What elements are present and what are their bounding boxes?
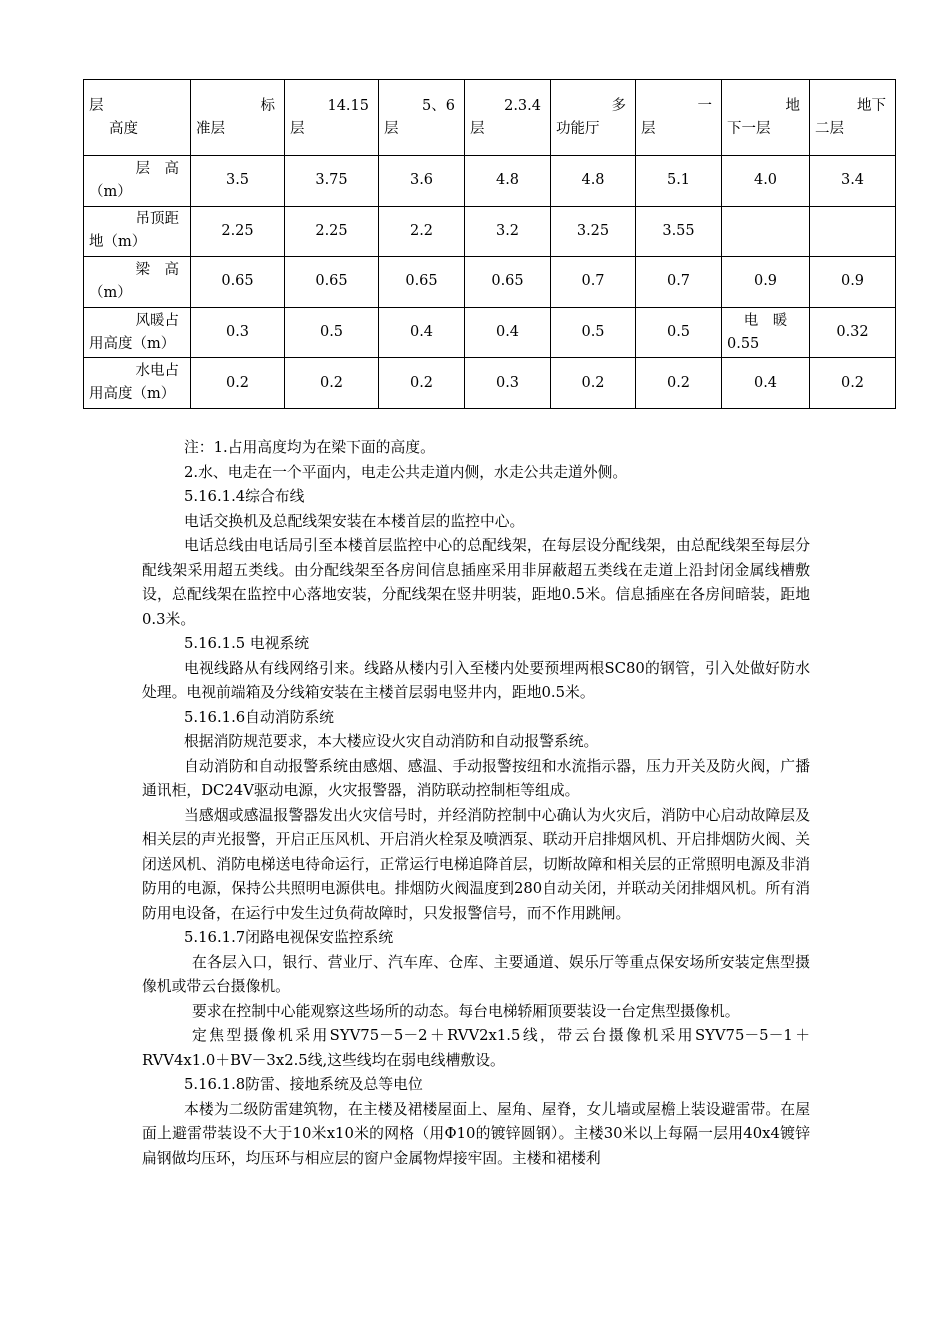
table-cell: 0.7 [636,257,722,308]
table-cell: 0.65 [465,257,551,308]
table-cell: 0.5 [285,307,379,358]
row-label: 梁 高 （m） [84,257,191,308]
column-header: 5、6 层 [379,80,465,156]
table-cell: 0.2 [379,358,465,409]
column-header: 多 功能厅 [551,80,636,156]
section-heading-5-16-1-8: 5.16.1.8防雷、接地系统及总等电位 [184,1076,423,1093]
table-cell: 2.25 [191,206,285,257]
table-cell: 3.2 [465,206,551,257]
table-cell: 0.5 [551,307,636,358]
table-cell: 0.2 [285,358,379,409]
paragraph: 定焦型摄像机采用SYV75－5－2＋RVV2x1.5线，带云台摄像机采用SYV75－5－1＋RVV4x1.0＋BV－3x2.5线,这些线均在弱电线槽敷设。 [142,1027,810,1069]
table-cell: 3.5 [191,156,285,207]
row-label: 水电占 用高度（m） [84,358,191,409]
table-cell: 3.6 [379,156,465,207]
column-header: 2.3.4 层 [465,80,551,156]
paragraph: 根据消防规范要求，本大楼应设火灾自动消防和自动报警系统。 [184,733,599,750]
row-label: 层 高 （m） [84,156,191,207]
table-cell: 0.9 [810,257,896,308]
paragraph: 要求在控制中心能观察这些场所的动态。每台电梯轿厢顶要装设一台定焦型摄像机。 [192,1002,740,1020]
table-cell-electric-heating: 电 暖 0.55 [722,307,810,358]
table-cell [810,206,896,257]
table-cell: 0.32 [810,307,896,358]
table-cell [722,206,810,257]
paragraph: 当感烟或感温报警器发出火灾信号时，并经消防控制中心确认为火灾后，消防中心启动故障层及相关层的声光报警，开启正压风机、开启消火栓泵及喷洒泵、联动开启排烟风机、开启排烟防火阀、关闭送风机、消防电梯送电待命运行，正常运行电梯追降首层，切断故障和相关层的正常照明电源及非消防用的电源，保持公共照明电源供电。排烟防火阀温度到280自动关闭，并联动关闭排烟风机。所有消防用电设备，在运行中发生过负荷故障时，只发报警信号，而不作用跳闸。 [142,806,810,922]
table-cell: 4.8 [465,156,551,207]
section-heading-5-16-1-7: 5.16.1.7闭路电视保安监控系统 [184,929,394,946]
table-cell: 0.3 [191,307,285,358]
table-header-row [84,80,896,156]
section-heading-5-16-1-5: 5.16.1.5 电视系统 [184,635,310,652]
section-heading-5-16-1-6: 5.16.1.6自动消防系统 [184,708,334,726]
paragraph: 自动消防和自动报警系统由感烟、感温、手动报警按纽和水流指示器，压力开关及防火阀，广播通讯柜，DC24V驱动电源，火灾报警器，消防联动控制柜等组成。 [142,757,810,799]
column-header: 地 下一层 [722,80,810,156]
table-cell: 3.75 [285,156,379,207]
table-cell: 0.2 [551,358,636,409]
corner-header-cell: 层 高度 [84,80,191,156]
table-cell: 0.4 [722,358,810,409]
table-row [84,257,896,308]
table-cell: 0.65 [191,257,285,308]
paragraph: 电话交换机及总配线架安装在本楼首层的监控中心。 [184,512,525,530]
table-cell: 2.2 [379,206,465,257]
note-line-2: 2.水、电走在一个平面内，电走公共走道内侧，水走公共走道外侧。 [184,463,628,481]
table-row [84,206,896,257]
table-cell: 0.4 [379,307,465,358]
table-cell: 0.2 [636,358,722,409]
table-cell: 0.2 [810,358,896,409]
table-cell: 0.7 [551,257,636,308]
table-cell: 0.65 [379,257,465,308]
table-row [84,307,896,358]
table-cell: 4.0 [722,156,810,207]
table-cell: 3.25 [551,206,636,257]
table-cell: 0.9 [722,257,810,308]
table-cell: 5.1 [636,156,722,207]
paragraph: 在各层入口，银行、营业厅、汽车库、仓库、主要通道、娱乐厅等重点保安场所安装定焦型摄像机或带云台摄像机。 [142,953,810,995]
table-row [84,156,896,207]
column-header: 14.15 层 [285,80,379,156]
column-header: 一 层 [636,80,722,156]
table-cell: 3.55 [636,206,722,257]
table-cell: 4.8 [551,156,636,207]
table-cell: 3.4 [810,156,896,207]
table-cell: 0.4 [465,307,551,358]
table-cell: 0.65 [285,257,379,308]
paragraph: 电视线路从有线网络引来。线路从楼内引入至楼内处要预埋两根SC80的钢管，引入处做好防水处理。电视前端箱及分线箱安装在主楼首层弱电竖井内，距地0.5米。 [142,659,810,701]
note-line-1: 注：1.占用高度均为在梁下面的高度。 [184,439,435,456]
column-header: 标 准层 [191,80,285,156]
table-cell: 0.3 [465,358,551,409]
table-cell: 2.25 [285,206,379,257]
table-cell: 0.5 [636,307,722,358]
table-cell: 0.2 [191,358,285,409]
paragraph: 本楼为二级防雷建筑物，在主楼及裙楼屋面上、屋角、屋脊，女儿墙或屋檐上装设避雷带。在屋面上避雷带装设不大于10米x10米的网格（用Φ10的镀锌圆钢）。主楼30米以上每隔一层用40x4镀锌扁钢做均压环，均压环与相应层的窗户金属物焊接牢固。主楼和裙楼利 [142,1100,810,1167]
body-text [142,436,810,1171]
paragraph: 电话总线由电话局引至本楼首层监控中心的总配线架，在每层设分配线架，由总配线架至每层分配线架采用超五类线。由分配线架至各房间信息插座采用非屏蔽超五类线在走道上沿封闭金属线槽敷设，总配线架在监控中心落地安装，分配线架在竖井明装，距地0.5米。信息插座在各房间暗装，距地0.3米。 [142,537,810,628]
floor-height-table [83,79,896,409]
row-label: 风暖占 用高度（m） [84,307,191,358]
table-row [84,358,896,409]
row-label: 吊顶距 地（m） [84,206,191,257]
column-header: 地下 二层 [810,80,896,156]
section-heading-5-16-1-4: 5.16.1.4综合布线 [184,488,305,505]
